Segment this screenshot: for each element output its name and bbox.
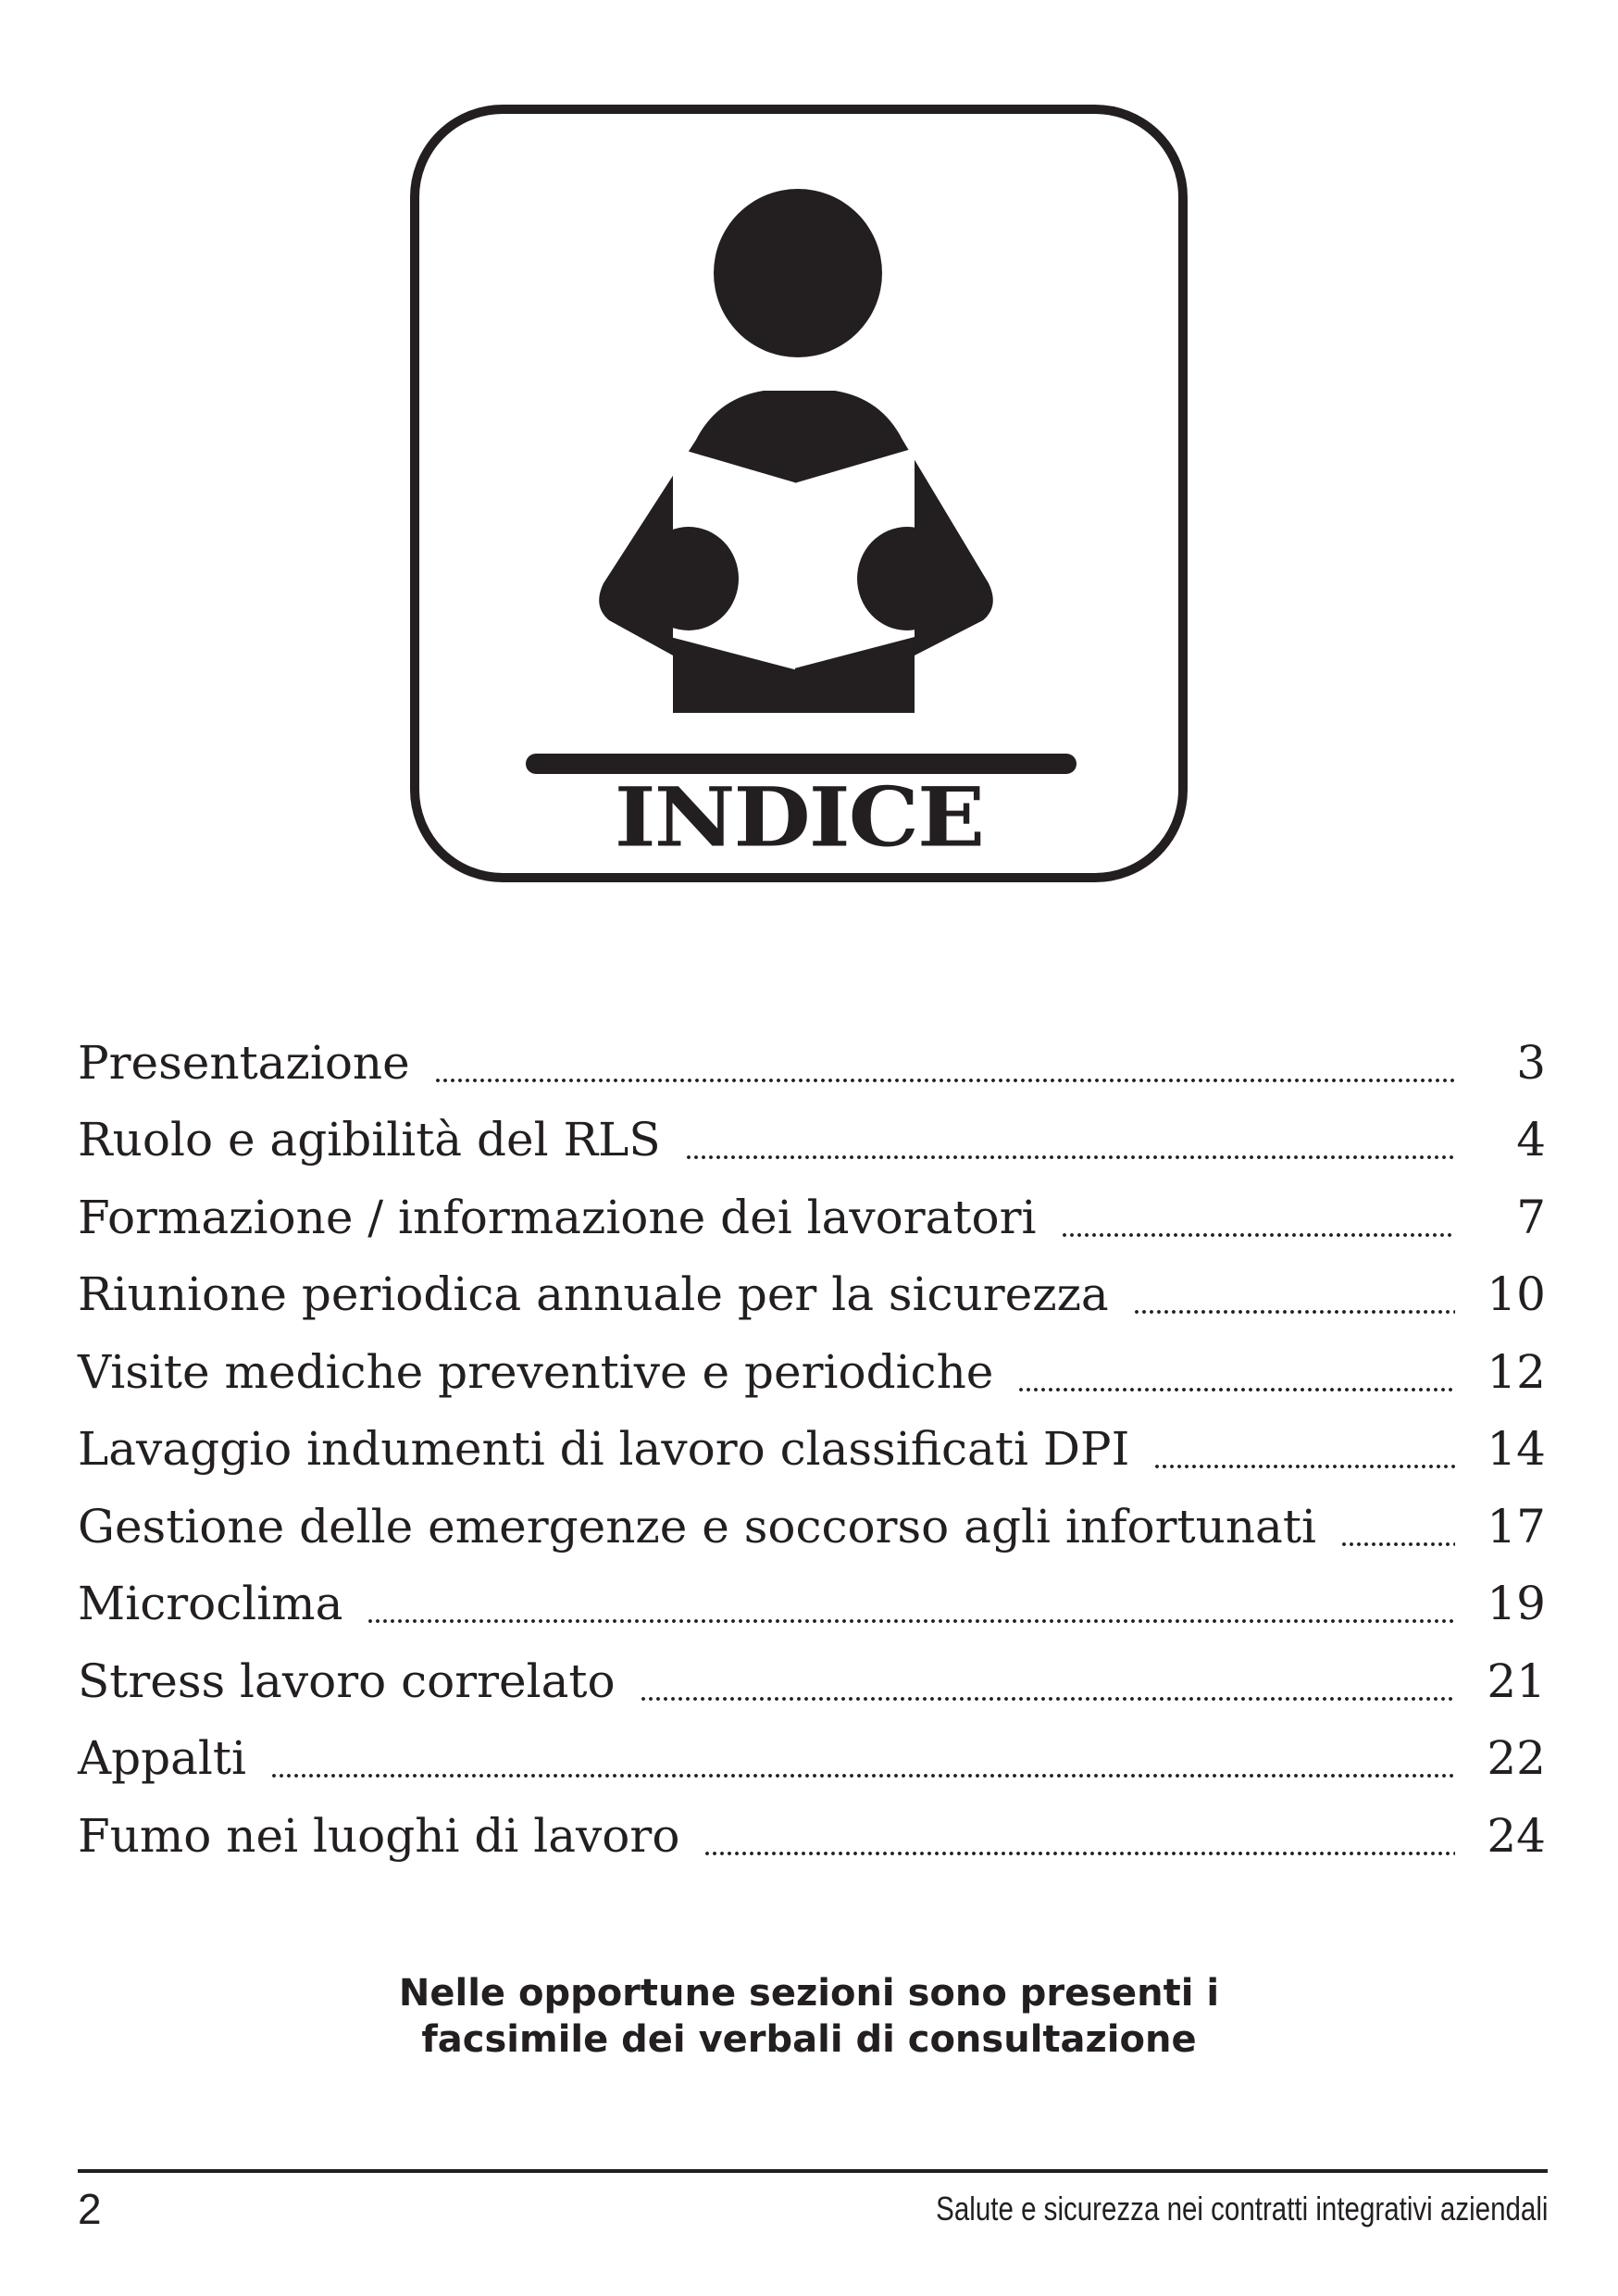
- toc-entry-visite-mediche[interactable]: [78, 1333, 1546, 1411]
- toc-entry-title: Lavaggio indumenti di lavoro classificati DPI: [78, 1422, 1130, 1477]
- toc-entry-page: 10: [1487, 1267, 1546, 1322]
- toc-entry-gestione-emergenze[interactable]: [78, 1488, 1546, 1566]
- consultation-note: [0, 1970, 1618, 2063]
- footer-divider: [78, 2169, 1548, 2173]
- toc-entry-page: 21: [1487, 1653, 1546, 1708]
- toc-entry-riunione-periodica[interactable]: [78, 1256, 1546, 1334]
- toc-entry-title: Gestione delle emergenze e soccorso agli infortunati: [78, 1499, 1316, 1554]
- toc-entry-title: Fumo nei luoghi di lavoro: [78, 1808, 680, 1863]
- toc-entry-title: Visite mediche preventive e periodiche: [78, 1344, 994, 1399]
- toc-entry-title: Riunione periodica annuale per la sicurezza: [78, 1267, 1109, 1322]
- toc-entry-title: Stress lavoro correlato: [78, 1653, 616, 1708]
- dot-leader: [1017, 1343, 1455, 1401]
- dot-leader: [640, 1653, 1455, 1710]
- toc-entry-page: 14: [1487, 1422, 1546, 1477]
- index-emblem: [407, 102, 1190, 885]
- dot-leader: [1340, 1498, 1455, 1555]
- toc-entry-title: Formazione / informazione dei lavoratori: [78, 1190, 1037, 1244]
- toc-entry-microclima[interactable]: [78, 1566, 1546, 1643]
- toc-entry-ruolo-rls[interactable]: [78, 1102, 1546, 1179]
- note-line: facsimile dei verbali di consultazione: [421, 2018, 1197, 2061]
- toc-entry-presentazione[interactable]: [78, 1024, 1546, 1102]
- dot-leader: [367, 1575, 1455, 1632]
- dot-leader: [434, 1034, 1455, 1092]
- dot-leader: [1061, 1189, 1455, 1246]
- toc-entry-page: 22: [1487, 1731, 1546, 1786]
- toc-entry-page: 19: [1487, 1577, 1546, 1631]
- toc-entry-page: 3: [1516, 1035, 1546, 1090]
- running-title: Salute e sicurezza nei contratti integrativi aziendali: [935, 2190, 1548, 2227]
- dot-leader: [703, 1807, 1455, 1865]
- toc-entry-fumo[interactable]: [78, 1797, 1546, 1875]
- toc-entry-lavaggio-indumenti[interactable]: [78, 1411, 1546, 1489]
- dot-leader: [685, 1111, 1455, 1168]
- dot-leader: [1133, 1266, 1455, 1323]
- toc-entry-page: 24: [1487, 1808, 1546, 1863]
- emblem-title: INDICE: [614, 768, 984, 866]
- toc-entry-title: Presentazione: [78, 1035, 410, 1090]
- dot-leader: [270, 1729, 1455, 1787]
- page-number: 2: [78, 2185, 102, 2233]
- note-line: Nelle opportune sezioni sono presenti i: [398, 1972, 1220, 2015]
- toc-entry-title: Ruolo e agibilità del RLS: [78, 1113, 661, 1167]
- toc-entry-appalti[interactable]: [78, 1720, 1546, 1798]
- toc-entry-title: Microclima: [78, 1577, 343, 1631]
- toc-entry-page: 17: [1487, 1499, 1546, 1554]
- toc-entry-title: Appalti: [78, 1731, 247, 1786]
- toc-entry-stress[interactable]: [78, 1642, 1546, 1720]
- toc-entry-page: 12: [1487, 1344, 1546, 1399]
- toc-entry-page: 4: [1516, 1113, 1546, 1167]
- reading-person-icon: [407, 102, 1190, 885]
- table-of-contents: [78, 1024, 1546, 1875]
- dot-leader: [1153, 1420, 1455, 1478]
- toc-entry-formazione[interactable]: [78, 1179, 1546, 1256]
- toc-entry-page: 7: [1516, 1190, 1546, 1244]
